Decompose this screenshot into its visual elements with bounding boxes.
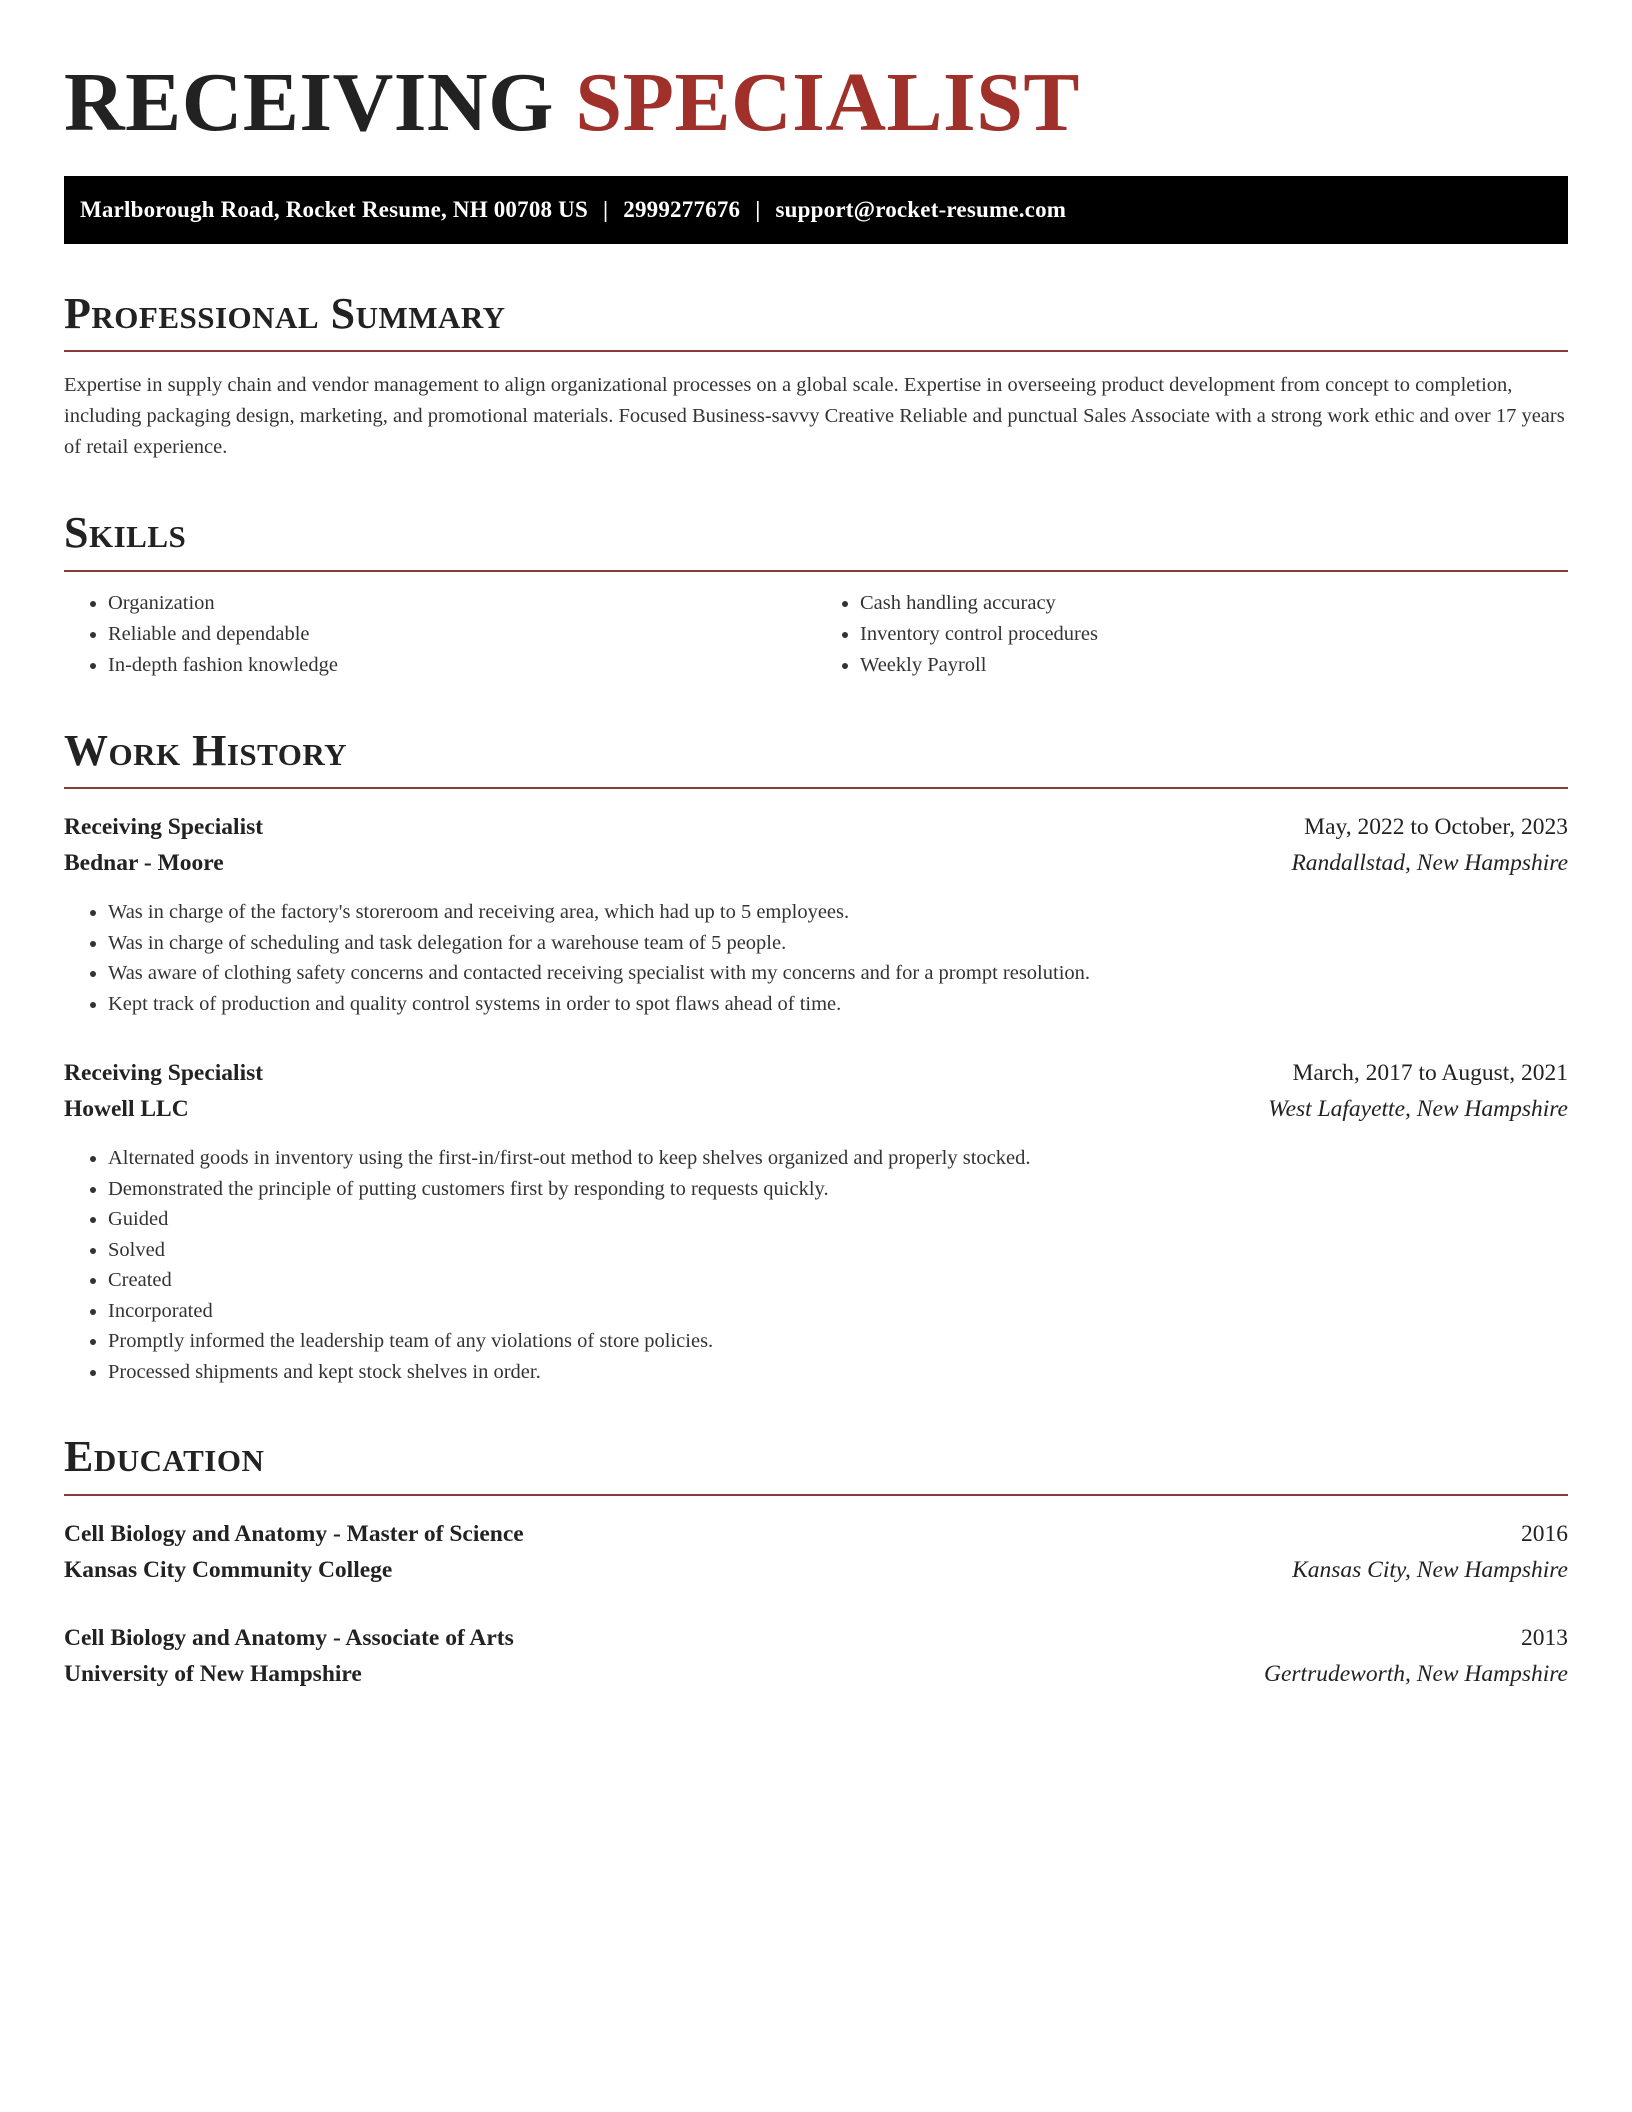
skills-section [64,509,1568,680]
edu-school: University of New Hampshire [64,1660,362,1687]
contact-phone: 2999277676 [623,197,741,223]
job-bullet: • Alternated goods in inventory using the first-in/first-out method to keep shelves organized and properly stocked. [108,1143,1568,1174]
contact-address: Marlborough Road, Rocket Resume, NH 00708 US [80,197,588,223]
job-dates: March, 2017 to August, 2021 [1292,1060,1568,1087]
skill-item: • In-depth fashion knowledge [108,650,816,681]
job-company: Howell LLC [64,1096,189,1123]
job-bullet: • Promptly informed the leadership team of any violations of store policies. [108,1326,1568,1357]
job-bullet: • Demonstrated the principle of putting customers first by responding to requests quickly. [108,1174,1568,1205]
edu-year: 2016 [1521,1520,1568,1547]
edu-school: Kansas City Community College [64,1556,393,1583]
job-entry [64,1055,1568,1387]
job-bullet: • Guided [108,1204,1568,1235]
skill-item: • Weekly Payroll [860,650,1568,681]
job-bullet: • Created [108,1265,1568,1296]
edu-year: 2013 [1521,1624,1568,1651]
skill-item: • Reliable and dependable [108,619,816,650]
skills-heading: Skills [64,509,1568,571]
work-history-section [64,727,1568,1387]
contact-email: support@rocket-resume.com [775,197,1067,223]
job-dates: May, 2022 to October, 2023 [1304,814,1568,841]
edu-location: Kansas City, New Hampshire [1292,1556,1568,1583]
education-section [64,1433,1568,1691]
skills-list-right [816,588,1568,681]
edu-location: Gertrudeworth, New Hampshire [1264,1660,1568,1687]
job-location: Randallstad, New Hampshire [1291,850,1568,877]
education-heading: Education [64,1433,1568,1495]
job-role: Receiving Specialist [64,1060,264,1087]
name-last: SPECIALIST [575,56,1080,149]
job-bullets [64,1143,1568,1387]
education-entry [64,1516,1568,1588]
summary-section [64,290,1568,463]
job-bullet: • Was aware of clothing safety concerns and contacted receiving specialist with my concerns and for a prompt resolution. [108,958,1568,989]
contact-separator: | [755,197,761,223]
skill-item: • Cash handling accuracy [860,588,1568,619]
edu-degree: Cell Biology and Anatomy - Associate of Arts [64,1624,514,1651]
skill-item: • Inventory control procedures [860,619,1568,650]
name-first: RECEIVING [64,56,554,149]
summary-heading: Professional Summary [64,290,1568,352]
job-bullet: • Was in charge of the factory's storeroom and receiving area, which had up to 5 employees. [108,897,1568,928]
education-entry [64,1620,1568,1692]
candidate-name [64,56,1568,150]
skills-list-left [64,588,816,681]
summary-text: Expertise in supply chain and vendor management to align organizational processes on a global scale. Expertise in overseeing product development from concept to completion, including packaging design, marketing, and promotional materials. Focused Business-savvy Creative Reliable and punctual Sales Associate with a strong work ethic and over 17 years of retail experience. [64,374,1565,459]
job-bullet: • Solved [108,1235,1568,1266]
job-bullets [64,897,1568,1019]
job-role: Receiving Specialist [64,814,264,841]
job-bullet: • Incorporated [108,1296,1568,1327]
job-entry [64,809,1568,1019]
work-history-heading: Work History [64,727,1568,789]
edu-degree: Cell Biology and Anatomy - Master of Science [64,1520,524,1547]
contact-separator: | [602,197,609,223]
job-company: Bednar - Moore [64,850,224,877]
job-location: West Lafayette, New Hampshire [1268,1096,1568,1123]
job-bullet: • Processed shipments and kept stock shelves in order. [108,1357,1568,1388]
skills-columns [64,588,1568,681]
job-bullet: • Kept track of production and quality control systems in order to spot flaws ahead of time. [108,989,1568,1020]
contact-bar [64,176,1568,244]
skill-item: • Organization [108,588,816,619]
job-bullet: • Was in charge of scheduling and task delegation for a warehouse team of 5 people. [108,928,1568,959]
